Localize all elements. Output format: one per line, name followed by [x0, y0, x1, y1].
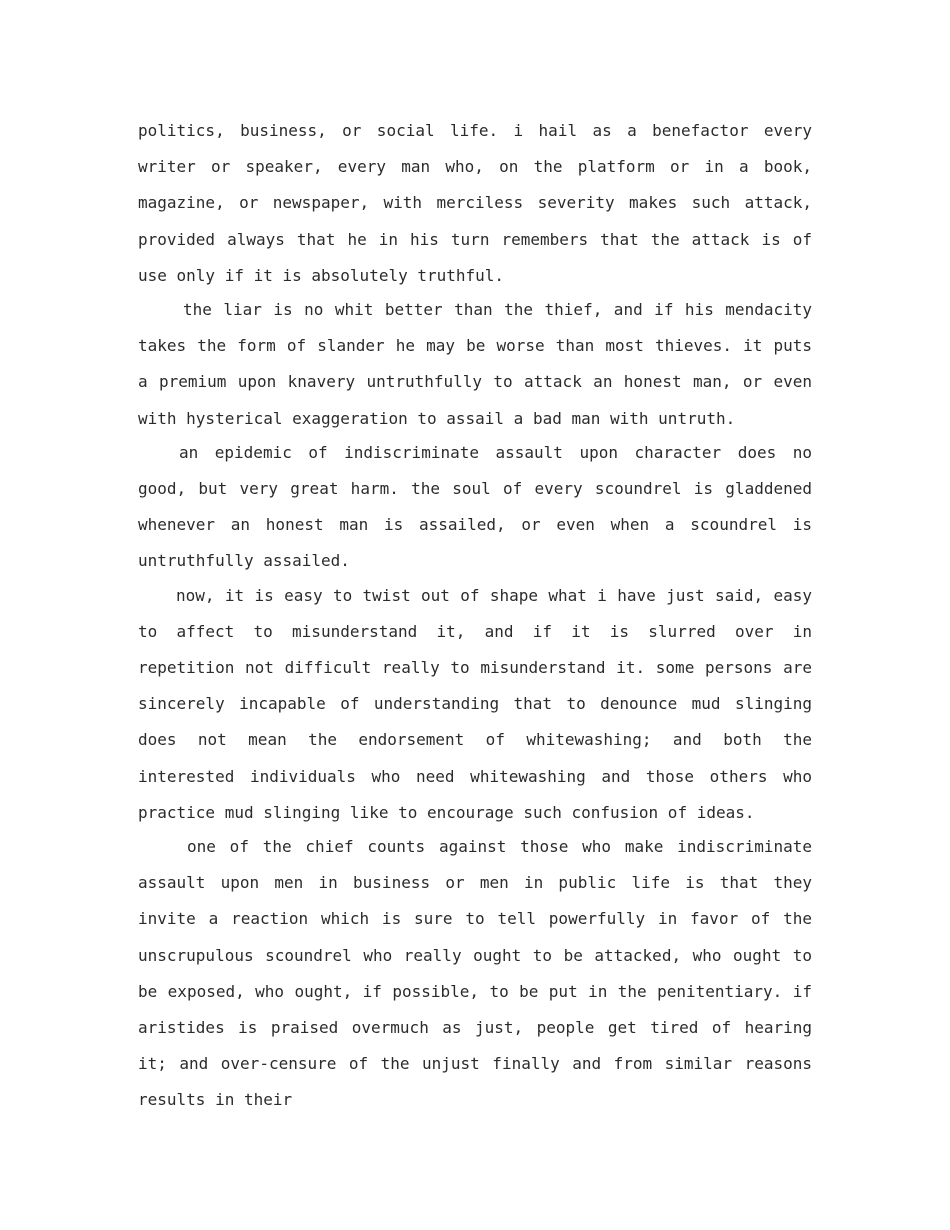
paragraph-4: now, it is easy to twist out of shape what i have just said, easy to affect to misunderstand it, and if it is slurred over in repetition not difficult really to misunderstand it. some persons are sincerely incapable of understanding that to denounce mud slinging does not mean the endorsement of whitewashing; and both the interested individuals who need whitewashing and those others who practice mud slinging like to encourage such confusion of ideas. — [138, 585, 812, 822]
paragraph-2: the liar is no whit better than the thief, and if his mendacity takes the form of slander he may be worse than most thieves. it puts a premium upon knavery untruthfully to attack an honest man, or even with hysterical exaggeration to assail a bad man with untruth. — [138, 300, 812, 428]
body-text — [138, 113, 812, 1117]
paragraph-5: one of the chief counts against those who make indiscriminate assault upon men in business or men in public life is that they invite a reaction which is sure to tell powerfully in favor of the unscrupulous scoundrel who really ought to be attacked, who ought to be exposed, who ought, if possible, to be put in the penitentiary. if aristides is praised overmuch as just, people get tired of hearing it; and over-censure of the unjust finally and from similar reasons results in their — [138, 837, 812, 1110]
paragraph-3: an epidemic of indiscriminate assault upon character does no good, but very great harm. the soul of every scoundrel is gladdened whenever an honest man is assailed, or even when a scoundrel is untruthfully assailed. — [138, 442, 812, 571]
paragraph-1: politics, business, or social life. i hail as a benefactor every writer or speaker, every man who, on the platform or in a book, magazine, or newspaper, with merciless severity makes such attack, provided always that he in his turn remembers that the attack is of use only if it is absolutely truthful. — [138, 121, 812, 285]
